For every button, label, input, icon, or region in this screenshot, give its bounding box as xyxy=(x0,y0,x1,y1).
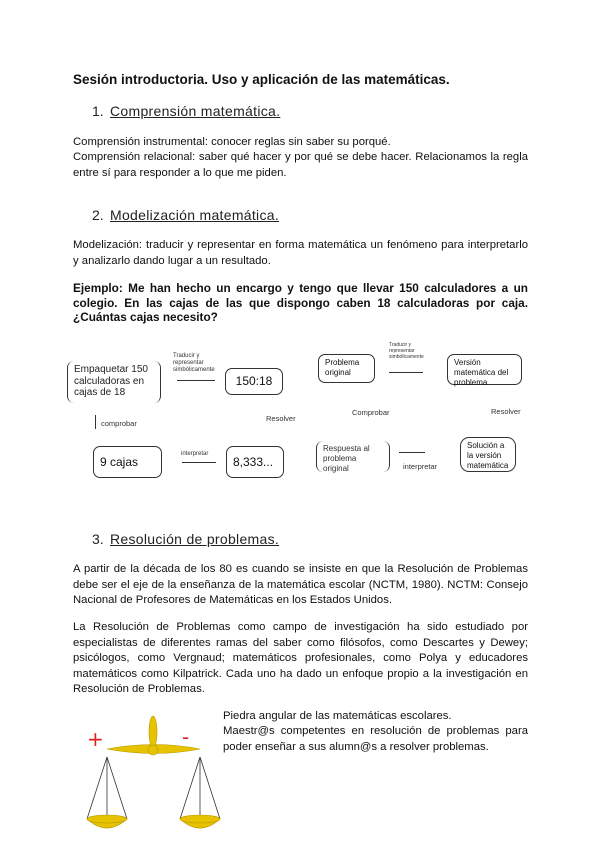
diagram-result-box: 8,333... xyxy=(226,446,284,478)
paragraph: A partir de la década de los 80 es cuando se insiste en que la Resolución de Problemas debe ser el eje de la enseñanza de la matemática escolar (NCTM, 1980). NCTM: Consejo Nacional de Profesores de Matemáticas en los Estados Unidos. xyxy=(73,563,528,606)
arrow-up xyxy=(95,415,96,429)
minus-sign: - xyxy=(182,725,190,749)
diagram-version-box: Versión matemática del problema xyxy=(447,354,522,385)
diagram-label: Resolver xyxy=(266,414,296,423)
diagram-label: Comprobar xyxy=(352,408,390,417)
paragraph: Comprensión instrumental: conocer reglas sin saber su porqué. xyxy=(73,136,391,148)
paragraph: Comprensión relacional: saber qué hacer y por qué se debe hacer. Relacionamos la regla entre sí para responder a lo que me piden. xyxy=(73,151,528,179)
section-title: Modelización matemática. xyxy=(110,207,280,223)
arrow-right xyxy=(177,380,215,381)
example-text: Ejemplo: Me han hecho un encargo y tengo que llevar 150 calculadores a un colegio. En las cajas de las que dispongo caben 18 calculadoras por caja. ¿Cuántas cajas necesito? xyxy=(73,281,528,324)
section-number: 1. xyxy=(92,103,104,119)
section-title: Resolución de problemas. xyxy=(110,531,280,547)
paragraph: Maestr@s competentes en resolución de problemas para poder enseñar a sus alumn@s a resolver problemas. xyxy=(223,725,528,753)
diagram-answer-box: Respuesta al problema original xyxy=(316,441,390,472)
paragraph: Piedra angular de las matemáticas escolares. xyxy=(223,710,452,722)
diagram-solution-box: Solución a la versión matemática xyxy=(460,437,516,472)
balance-scale-image xyxy=(75,712,225,842)
paragraph: La Resolución de Problemas como campo de investigación ha sido estudiado por especialistas de diferentes ramas del saber como filósofos, como Descartes y Dewey; psicólogos, como Vergnaud; matemáticos profesionales, como Polya y educadores matemáticos como Kilpatrick. Cada uno ha dado un enfoque propio a la investigación en Resolución de Problemas. xyxy=(73,621,528,695)
arrow-left xyxy=(399,452,425,453)
plus-sign: + xyxy=(87,727,104,751)
diagram-label: interpretar xyxy=(403,462,438,471)
diagram-problem-box: Problema original xyxy=(318,354,375,383)
paragraph: Modelización: traducir y representar en forma matemática un fenómeno para interpretarlo y analizarlo dando lugar a un resultado. xyxy=(73,239,528,267)
diagram-expr-box: 150:18 xyxy=(225,368,283,395)
diagram-label: Traducir y representar simbólicamente xyxy=(389,342,424,360)
diagram-label: comprobar xyxy=(101,419,137,428)
diagram-label: interpretar xyxy=(181,451,209,457)
diagram-label: Resolver xyxy=(491,407,521,416)
diagram-answer-box: 9 cajas xyxy=(93,446,162,478)
arrow-right xyxy=(389,372,423,373)
page-title: Sesión introductoria. Uso y aplicación de las matemáticas. xyxy=(73,72,450,87)
section-number: 3. xyxy=(92,531,104,547)
diagram-label: Traducir y representar simbólicamente xyxy=(173,353,215,373)
arrow-left xyxy=(182,462,216,463)
section-title: Comprensión matemática. xyxy=(110,103,281,119)
diagram-problem-box: Empaquetar 150 calculadoras en cajas de 18 xyxy=(67,361,161,403)
section-number: 2. xyxy=(92,207,104,223)
